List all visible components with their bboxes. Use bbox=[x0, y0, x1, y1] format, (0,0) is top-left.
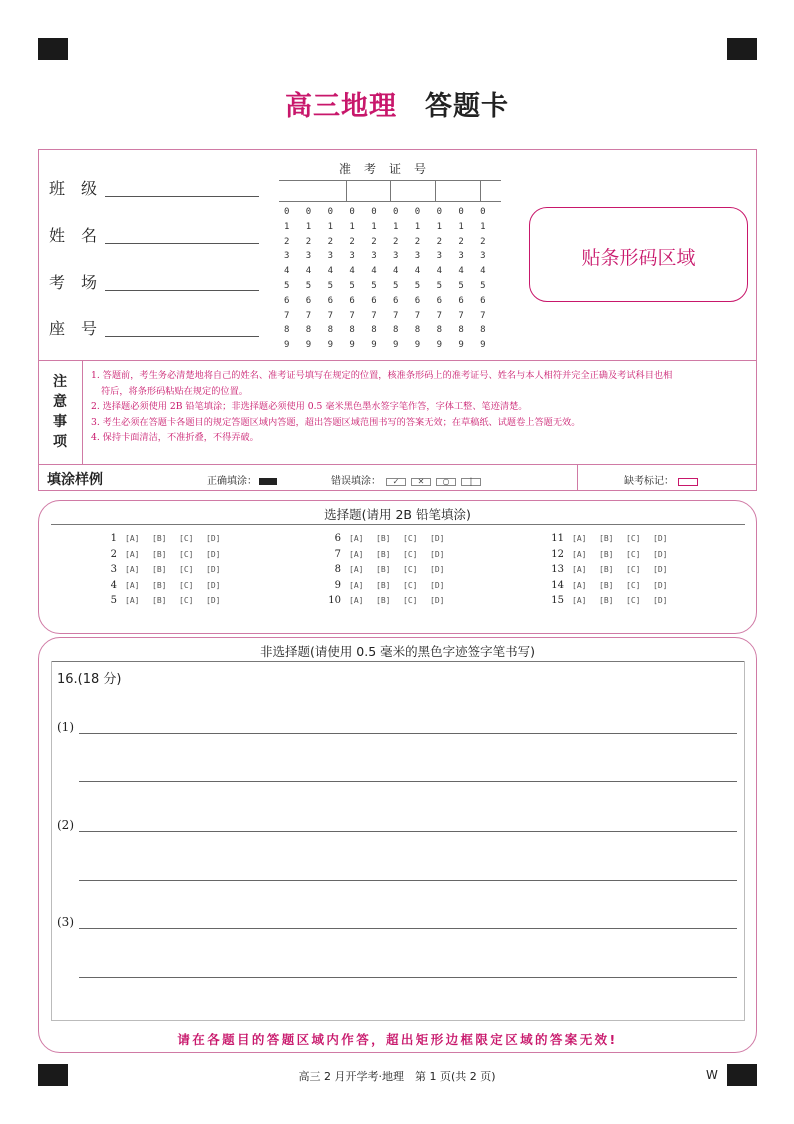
footer-mark: W bbox=[706, 1068, 718, 1082]
field-name bbox=[49, 223, 113, 246]
digit-bubble[interactable]: 6 bbox=[458, 295, 464, 306]
option-bubble[interactable]: [D] bbox=[653, 534, 668, 543]
digit-bubble[interactable]: 8 bbox=[458, 325, 464, 336]
note-item: 3. 考生必须在答题卡各题目的规定答题区域内答题，超出答题区域范围书写的答案无效；在草稿纸、试题卷上答题无效。 bbox=[91, 416, 581, 428]
answer-line[interactable] bbox=[79, 915, 737, 929]
digit-bubble[interactable]: 1 bbox=[371, 221, 377, 232]
digit-bubble[interactable]: 3 bbox=[284, 251, 290, 262]
digit-bubble[interactable]: 1 bbox=[305, 221, 312, 232]
digit-bubble[interactable]: 1 bbox=[327, 221, 334, 232]
digit-row bbox=[284, 296, 502, 311]
question-number: 9 bbox=[334, 579, 341, 591]
digit-bubble[interactable]: 5 bbox=[458, 280, 464, 291]
note-item: 1. 答题前，考生务必清楚地将自己的姓名、准考证号填写在规定的位置，核准条形码上的准考证号、姓名与本人相符并完全正确及考试科目也相 bbox=[91, 370, 673, 381]
part-2-label: (2) bbox=[57, 818, 74, 832]
choice-question-row bbox=[319, 580, 457, 596]
option-bubble[interactable]: [B] bbox=[599, 534, 614, 543]
choice-question-row bbox=[319, 595, 457, 611]
choice-question-row bbox=[542, 564, 680, 580]
fill-example-title: 填涂样例 bbox=[47, 472, 103, 488]
digit-bubble[interactable]: 2 bbox=[392, 236, 399, 247]
digit-bubble[interactable]: 7 bbox=[480, 310, 486, 321]
choice-question-row bbox=[542, 595, 680, 611]
field-class-line[interactable] bbox=[105, 196, 259, 197]
option-bubble[interactable]: [C] bbox=[626, 580, 641, 590]
option-bubble[interactable]: [C] bbox=[403, 534, 418, 543]
fill-correct bbox=[207, 472, 277, 487]
digit-bubble[interactable]: 8 bbox=[349, 325, 355, 336]
digit-bubble[interactable]: 8 bbox=[392, 325, 399, 336]
option-bubble[interactable]: [D] bbox=[653, 580, 668, 590]
digit-bubble[interactable]: 9 bbox=[327, 340, 334, 351]
answer-line[interactable] bbox=[79, 964, 737, 978]
option-bubble[interactable]: [C] bbox=[403, 565, 418, 575]
digit-bubble[interactable]: 8 bbox=[371, 325, 377, 336]
option-bubble[interactable]: [B] bbox=[152, 534, 167, 543]
digit-row bbox=[284, 281, 502, 296]
option-bubble[interactable]: [A] bbox=[349, 580, 364, 590]
digit-bubble[interactable]: 0 bbox=[371, 207, 377, 217]
choice-column bbox=[542, 533, 680, 611]
option-bubble[interactable]: [D] bbox=[206, 565, 221, 575]
note-item: 4. 保持卡面清洁，不准折叠，不得弄破。 bbox=[91, 432, 259, 444]
wrong-fill-bar-icon: | bbox=[461, 478, 481, 486]
digit-bubble[interactable]: 0 bbox=[327, 207, 334, 217]
barcode-area bbox=[529, 207, 748, 302]
correct-fill-swatch bbox=[259, 478, 277, 485]
wrong-fill-circle-icon: ○ bbox=[436, 478, 456, 486]
option-bubble[interactable]: [A] bbox=[125, 565, 140, 575]
option-bubble[interactable]: [B] bbox=[376, 534, 391, 543]
digit-bubble[interactable]: 6 bbox=[371, 295, 377, 306]
page-title bbox=[0, 84, 794, 123]
option-bubble[interactable]: [D] bbox=[430, 580, 445, 590]
corner-mark-top-left bbox=[38, 38, 68, 60]
option-bubble[interactable]: [D] bbox=[430, 534, 445, 543]
choice-question-row bbox=[95, 580, 233, 596]
digit-bubble[interactable]: 4 bbox=[414, 266, 421, 277]
question-number: 1 bbox=[110, 533, 117, 544]
part-3-label: (3) bbox=[57, 915, 74, 929]
digit-bubble[interactable]: 0 bbox=[349, 207, 355, 217]
field-room-label: 考场 bbox=[49, 273, 114, 292]
option-bubble[interactable]: [B] bbox=[376, 596, 391, 606]
digit-bubble[interactable]: 3 bbox=[349, 251, 355, 262]
field-room bbox=[49, 270, 113, 293]
page-footer: 高三 2 月开学考·地理 第 1 页(共 2 页) bbox=[298, 1070, 496, 1083]
choice-title: 选择题(请用 2B 铅笔填涂) bbox=[324, 507, 471, 522]
digit-bubble[interactable]: 2 bbox=[305, 236, 312, 247]
title-subject: 高三地理 bbox=[285, 91, 397, 122]
digit-bubble[interactable]: 5 bbox=[392, 280, 399, 291]
field-name-label: 姓名 bbox=[49, 226, 114, 245]
note-item: 符后，将条形码粘贴在规定的位置。 bbox=[101, 385, 248, 397]
option-bubble[interactable]: [D] bbox=[430, 565, 445, 575]
answer-line[interactable] bbox=[79, 720, 737, 734]
nonchoice-section bbox=[38, 637, 757, 1053]
digit-bubble[interactable]: 5 bbox=[436, 280, 442, 291]
digit-bubble[interactable]: 5 bbox=[284, 280, 290, 291]
digit-bubble[interactable]: 7 bbox=[327, 310, 334, 321]
digit-bubble[interactable]: 6 bbox=[327, 295, 334, 306]
option-bubble[interactable]: [C] bbox=[179, 596, 194, 606]
digit-bubble[interactable]: 7 bbox=[349, 310, 355, 321]
notes-divider bbox=[39, 360, 756, 361]
digit-bubble[interactable]: 0 bbox=[480, 207, 486, 217]
digit-bubble[interactable]: 9 bbox=[392, 340, 399, 351]
digit-bubble[interactable]: 3 bbox=[392, 251, 399, 262]
notes-label: 注意事项 bbox=[53, 374, 67, 450]
field-seat bbox=[49, 316, 113, 339]
digit-bubble[interactable]: 2 bbox=[458, 236, 464, 247]
digit-row bbox=[284, 325, 502, 340]
nonchoice-warning: 请在各题目的答题区域内作答，超出矩形边框限定区域的答案无效! bbox=[177, 1032, 618, 1047]
digit-bubble[interactable]: 9 bbox=[305, 340, 312, 351]
digit-bubble[interactable]: 3 bbox=[414, 251, 421, 262]
digit-row bbox=[284, 266, 502, 281]
question-number: 14 bbox=[551, 579, 564, 591]
question-number: 4 bbox=[110, 579, 117, 591]
option-bubble[interactable]: [A] bbox=[349, 565, 364, 575]
option-bubble[interactable]: [A] bbox=[125, 534, 140, 543]
question-16-label: 16.(18 分) bbox=[57, 672, 122, 687]
question-number: 15 bbox=[551, 595, 564, 607]
question-number: 10 bbox=[328, 595, 341, 607]
barcode-label: 贴条形码区域 bbox=[581, 247, 696, 269]
question-number: 2 bbox=[110, 548, 117, 560]
digit-bubble[interactable]: 2 bbox=[414, 236, 421, 247]
option-bubble[interactable]: [A] bbox=[125, 596, 140, 606]
digit-bubble[interactable]: 2 bbox=[284, 236, 290, 247]
option-bubble[interactable]: [A] bbox=[572, 596, 587, 606]
digit-bubble[interactable]: 5 bbox=[371, 280, 377, 291]
choice-question-row bbox=[95, 564, 233, 580]
option-bubble[interactable]: [C] bbox=[179, 565, 194, 575]
option-bubble[interactable]: [D] bbox=[206, 549, 221, 559]
title-card: 答题卡 bbox=[425, 91, 509, 122]
digit-bubble[interactable]: 0 bbox=[284, 207, 290, 217]
option-bubble[interactable]: [C] bbox=[403, 596, 418, 606]
choice-column bbox=[319, 533, 457, 611]
digit-bubble[interactable]: 7 bbox=[414, 310, 421, 321]
field-name-line[interactable] bbox=[105, 243, 259, 244]
digit-bubble[interactable]: 3 bbox=[327, 251, 334, 262]
option-bubble[interactable]: [B] bbox=[376, 580, 391, 590]
digit-bubble[interactable]: 6 bbox=[414, 295, 421, 306]
option-bubble[interactable]: [B] bbox=[599, 549, 614, 559]
question-number: 5 bbox=[110, 595, 117, 607]
digit-bubble[interactable]: 8 bbox=[284, 325, 290, 336]
option-bubble[interactable]: [B] bbox=[376, 549, 391, 559]
option-bubble[interactable]: [B] bbox=[152, 549, 167, 559]
option-bubble[interactable]: [B] bbox=[152, 565, 167, 575]
choice-rule bbox=[51, 524, 745, 525]
digit-bubble[interactable]: 4 bbox=[284, 266, 290, 277]
option-bubble[interactable]: [A] bbox=[572, 549, 587, 559]
option-bubble[interactable]: [D] bbox=[206, 534, 221, 543]
option-bubble[interactable]: [B] bbox=[599, 596, 614, 606]
digit-bubble[interactable]: 0 bbox=[392, 207, 399, 217]
digit-bubble[interactable]: 9 bbox=[458, 340, 464, 351]
fill-separator bbox=[577, 464, 578, 490]
digit-bubble[interactable]: 6 bbox=[436, 295, 442, 306]
choice-question-row bbox=[542, 580, 680, 596]
choice-question-row bbox=[319, 549, 457, 565]
option-bubble[interactable]: [D] bbox=[430, 596, 445, 606]
option-bubble[interactable]: [B] bbox=[376, 565, 391, 575]
option-bubble[interactable]: [A] bbox=[572, 565, 587, 575]
choice-column bbox=[95, 533, 233, 611]
field-seat-line[interactable] bbox=[105, 336, 259, 337]
option-bubble[interactable]: [C] bbox=[179, 580, 194, 590]
digit-bubble[interactable]: 0 bbox=[414, 207, 421, 217]
option-bubble[interactable]: [B] bbox=[152, 596, 167, 606]
option-bubble[interactable]: [A] bbox=[572, 534, 587, 543]
choice-question-row bbox=[95, 533, 233, 549]
digit-bubble[interactable]: 3 bbox=[436, 251, 442, 262]
option-bubble[interactable]: [D] bbox=[653, 596, 668, 606]
digit-bubble[interactable]: 7 bbox=[436, 310, 442, 321]
answer-line[interactable] bbox=[79, 818, 737, 832]
option-bubble[interactable]: [A] bbox=[125, 580, 140, 590]
option-bubble[interactable]: [A] bbox=[349, 596, 364, 606]
digit-row bbox=[284, 311, 502, 326]
fill-example-row bbox=[39, 464, 756, 490]
field-class-label: 班级 bbox=[49, 179, 114, 198]
digit-bubble[interactable]: 9 bbox=[480, 340, 486, 351]
fill-wrong bbox=[331, 472, 481, 487]
option-bubble[interactable]: [A] bbox=[349, 534, 364, 543]
option-bubble[interactable]: [C] bbox=[403, 580, 418, 590]
option-bubble[interactable]: [B] bbox=[599, 580, 614, 590]
digit-bubble[interactable]: 9 bbox=[284, 340, 290, 351]
fill-correct-label: 正确填涂： bbox=[207, 476, 257, 487]
digit-bubble[interactable]: 4 bbox=[305, 266, 312, 277]
choice-question-row bbox=[319, 533, 457, 549]
field-class bbox=[49, 176, 113, 199]
digit-bubble[interactable]: 6 bbox=[480, 295, 486, 306]
question-number: 8 bbox=[334, 564, 341, 576]
digit-bubble[interactable]: 1 bbox=[414, 221, 421, 232]
option-bubble[interactable]: [C] bbox=[403, 549, 418, 559]
note-item: 2. 选择题必须使用 2B 铅笔填涂；非选择题必须使用 0.5 毫米黑色墨水签字笔作答，字体工整、笔迹清楚。 bbox=[91, 401, 528, 413]
choice-question-row bbox=[319, 564, 457, 580]
digit-bubble[interactable]: 2 bbox=[371, 236, 377, 247]
digit-bubble[interactable]: 6 bbox=[349, 295, 355, 306]
wrong-fill-cross-icon: ✕ bbox=[411, 478, 431, 486]
digit-bubble[interactable]: 5 bbox=[480, 280, 486, 291]
option-bubble[interactable]: [C] bbox=[626, 549, 641, 559]
digit-bubble[interactable]: 0 bbox=[436, 207, 442, 217]
option-bubble[interactable]: [A] bbox=[572, 580, 587, 590]
digit-bubble[interactable]: 4 bbox=[392, 266, 399, 277]
digit-row bbox=[284, 340, 502, 355]
digit-bubble[interactable]: 7 bbox=[392, 310, 399, 321]
nonchoice-title: 非选择题(请使用 0.5 毫米的黑色字迹签字笔书写) bbox=[259, 644, 536, 659]
digit-bubble[interactable]: 2 bbox=[436, 236, 442, 247]
digit-bubble[interactable]: 6 bbox=[284, 295, 290, 306]
digit-bubble[interactable]: 4 bbox=[349, 266, 355, 277]
wrong-fill-check-icon: ✓ bbox=[386, 478, 406, 486]
digit-bubble[interactable]: 7 bbox=[305, 310, 312, 321]
option-bubble[interactable]: [D] bbox=[653, 565, 668, 575]
choice-section bbox=[38, 500, 757, 634]
notes-list bbox=[91, 368, 751, 446]
digit-bubble[interactable]: 1 bbox=[284, 221, 290, 232]
digit-bubble[interactable]: 7 bbox=[284, 310, 290, 321]
option-bubble[interactable]: [A] bbox=[349, 549, 364, 559]
absent-mark bbox=[624, 472, 698, 487]
digit-bubble[interactable]: 1 bbox=[458, 221, 464, 232]
digit-bubble[interactable]: 7 bbox=[371, 310, 377, 321]
notes-label-column bbox=[39, 360, 83, 464]
option-bubble[interactable]: [D] bbox=[206, 580, 221, 590]
digit-bubble[interactable]: 3 bbox=[305, 251, 312, 262]
option-bubble[interactable]: [D] bbox=[430, 549, 445, 559]
option-bubble[interactable]: [A] bbox=[125, 549, 140, 559]
digit-bubble[interactable]: 5 bbox=[349, 280, 355, 291]
admission-number-boxes[interactable] bbox=[279, 180, 501, 202]
part-1-label: (1) bbox=[57, 720, 74, 734]
header-box bbox=[38, 149, 757, 491]
digit-bubble[interactable]: 1 bbox=[480, 221, 486, 232]
digit-row bbox=[284, 207, 502, 222]
digit-bubble[interactable]: 9 bbox=[436, 340, 442, 351]
option-bubble[interactable]: [B] bbox=[599, 565, 614, 575]
absent-mark-label: 缺考标记： bbox=[624, 476, 674, 487]
digit-bubble[interactable]: 5 bbox=[305, 280, 312, 291]
digit-bubble[interactable]: 5 bbox=[327, 280, 334, 291]
option-bubble[interactable]: [C] bbox=[626, 534, 641, 543]
field-room-line[interactable] bbox=[105, 290, 259, 291]
question-number: 6 bbox=[334, 533, 341, 544]
digit-bubble[interactable]: 0 bbox=[458, 207, 464, 217]
digit-bubble[interactable]: 4 bbox=[436, 266, 442, 277]
question-number: 11 bbox=[551, 533, 564, 544]
digit-bubble[interactable]: 7 bbox=[458, 310, 464, 321]
digit-bubble[interactable]: 1 bbox=[436, 221, 442, 232]
question-number: 12 bbox=[551, 548, 564, 560]
choice-question-row bbox=[95, 549, 233, 565]
question-number: 3 bbox=[110, 564, 117, 576]
digit-bubble[interactable]: 2 bbox=[327, 236, 334, 247]
option-bubble[interactable]: [B] bbox=[152, 580, 167, 590]
digit-bubble[interactable]: 8 bbox=[480, 325, 486, 336]
digit-bubble[interactable]: 3 bbox=[371, 251, 377, 262]
digit-bubble[interactable]: 5 bbox=[414, 280, 421, 291]
digit-bubble[interactable]: 4 bbox=[458, 266, 464, 277]
digit-row bbox=[284, 222, 502, 237]
digit-bubble[interactable]: 8 bbox=[436, 325, 442, 336]
option-bubble[interactable]: [D] bbox=[653, 549, 668, 559]
digit-bubble[interactable]: 9 bbox=[349, 340, 355, 351]
option-bubble[interactable]: [C] bbox=[179, 549, 194, 559]
question-number: 7 bbox=[334, 548, 341, 560]
choice-question-row bbox=[542, 533, 680, 549]
choice-question-row bbox=[95, 595, 233, 611]
admission-title: 准考证号 bbox=[339, 162, 440, 176]
digit-bubble[interactable]: 2 bbox=[480, 236, 486, 247]
digit-bubble[interactable]: 3 bbox=[480, 251, 486, 262]
digit-row bbox=[284, 251, 502, 266]
digit-row bbox=[284, 237, 502, 252]
digit-bubble[interactable]: 8 bbox=[327, 325, 334, 336]
digit-bubble[interactable]: 9 bbox=[371, 340, 377, 351]
fill-wrong-label: 错误填涂： bbox=[331, 476, 381, 487]
answer-line[interactable] bbox=[79, 867, 737, 881]
digit-bubble[interactable]: 8 bbox=[414, 325, 421, 336]
absent-mark-box[interactable] bbox=[678, 478, 698, 486]
digit-bubble[interactable]: 1 bbox=[349, 221, 355, 232]
digit-bubble[interactable]: 9 bbox=[414, 340, 421, 351]
digit-bubble[interactable]: 4 bbox=[480, 266, 486, 277]
question-number: 13 bbox=[551, 564, 564, 576]
digit-bubble[interactable]: 2 bbox=[349, 236, 355, 247]
admission-digit-grid[interactable] bbox=[284, 207, 502, 355]
option-bubble[interactable]: [D] bbox=[206, 596, 221, 606]
digit-bubble[interactable]: 6 bbox=[305, 295, 312, 306]
choice-question-row bbox=[542, 549, 680, 565]
digit-bubble[interactable]: 6 bbox=[392, 295, 399, 306]
option-bubble[interactable]: [C] bbox=[626, 565, 641, 575]
digit-bubble[interactable]: 0 bbox=[305, 207, 312, 217]
digit-bubble[interactable]: 4 bbox=[327, 266, 334, 277]
option-bubble[interactable]: [C] bbox=[179, 534, 194, 543]
corner-mark-top-right bbox=[727, 38, 757, 60]
field-seat-label: 座号 bbox=[49, 319, 114, 338]
digit-bubble[interactable]: 4 bbox=[371, 266, 377, 277]
digit-bubble[interactable]: 3 bbox=[458, 251, 464, 262]
digit-bubble[interactable]: 1 bbox=[392, 221, 399, 232]
option-bubble[interactable]: [C] bbox=[626, 596, 641, 606]
digit-bubble[interactable]: 8 bbox=[305, 325, 312, 336]
answer-line[interactable] bbox=[79, 768, 737, 782]
